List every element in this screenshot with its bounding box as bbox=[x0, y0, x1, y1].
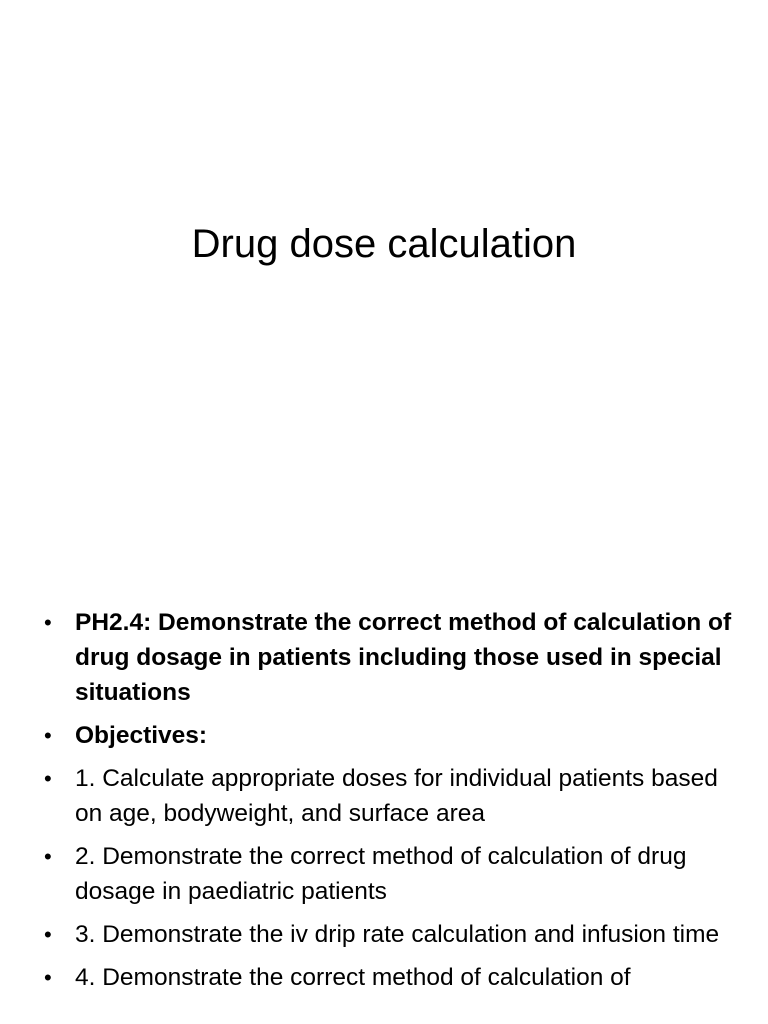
competency-statement: PH2.4: Demonstrate the correct method of calculation of drug dosage in patients including those used in special situations bbox=[75, 609, 732, 706]
objective-text: 4. Demonstrate the correct method of calculation of bbox=[75, 964, 631, 991]
objective-text: 2. Demonstrate the correct method of calculation of drug dosage in paediatric patients bbox=[75, 843, 687, 905]
objectives-list bbox=[44, 605, 744, 1003]
slide-title: Drug dose calculation bbox=[191, 222, 577, 266]
bullet-icon: • bbox=[44, 844, 52, 869]
list-item bbox=[44, 761, 744, 831]
list-item bbox=[44, 839, 744, 909]
bullet-icon: • bbox=[44, 766, 52, 791]
bullet-icon: • bbox=[44, 723, 52, 748]
objective-text: 3. Demonstrate the iv drip rate calculation and infusion time bbox=[75, 921, 720, 948]
bullet-icon: • bbox=[44, 965, 52, 990]
bullet-icon: • bbox=[44, 922, 52, 947]
objective-text: 1. Calculate appropriate doses for individual patients based on age, bodyweight, and surface area bbox=[75, 765, 718, 827]
list-item bbox=[44, 917, 744, 952]
objectives-heading: Objectives: bbox=[75, 722, 208, 749]
list-item bbox=[44, 605, 744, 710]
list-item bbox=[44, 960, 744, 995]
list-item bbox=[44, 718, 744, 753]
bullet-icon: • bbox=[44, 610, 52, 635]
